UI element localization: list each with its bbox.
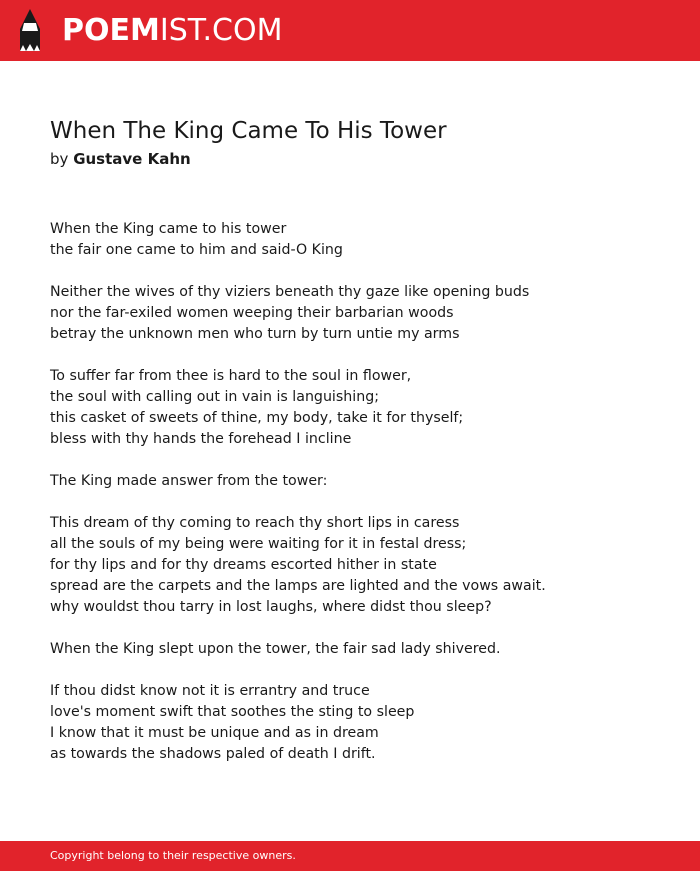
copyright-notice: Copyright belong to their respective owners.: [50, 849, 296, 862]
poem-line: betray the unknown men who turn by turn untie my arms: [50, 326, 460, 342]
site-footer: [0, 841, 700, 871]
poem-line: If thou didst know not it is errantry and truce: [50, 683, 370, 699]
poem-line: all the souls of my being were waiting for it in festal dress;: [50, 536, 467, 552]
author-name: Gustave Kahn: [73, 150, 191, 168]
poem-line: spread are the carpets and the lamps are lighted and the vows await.: [50, 578, 546, 594]
stanza: [50, 282, 650, 345]
poem-title: When The King Came To His Tower: [50, 118, 447, 144]
poem-line: this casket of sweets of thine, my body, take it for thyself;: [50, 410, 464, 426]
poem-line: why wouldst thou tarry in lost laughs, where didst thou sleep?: [50, 599, 492, 615]
logo-text-light: IST.COM: [159, 13, 283, 48]
poem-line: for thy lips and for thy dreams escorted hither in state: [50, 557, 437, 573]
poem-line: love's moment swift that soothes the sting to sleep: [50, 704, 415, 720]
site-header: [0, 0, 700, 61]
poem-line: When the King came to his tower: [50, 221, 287, 237]
stanza: [50, 639, 650, 660]
poem-line: the soul with calling out in vain is languishing;: [50, 389, 379, 405]
poem-line: Neither the wives of thy viziers beneath thy gaze like opening buds: [50, 284, 530, 300]
byline: [50, 148, 191, 170]
poem-line: When the King slept upon the tower, the fair sad lady shivered.: [50, 641, 501, 657]
poem-body: [50, 219, 650, 786]
poem-line: the fair one came to him and said-O King: [50, 242, 343, 258]
poem-line: nor the far-exiled women weeping their barbarian woods: [50, 305, 454, 321]
poem-line: as towards the shadows paled of death I drift.: [50, 746, 376, 762]
by-label: by: [50, 150, 69, 168]
stanza: [50, 366, 650, 450]
poem-line: bless with thy hands the forehead I incline: [50, 431, 352, 447]
pencil-logo-icon[interactable]: [16, 9, 44, 53]
poem-line: This dream of thy coming to reach thy short lips in caress: [50, 515, 460, 531]
poem-line: The King made answer from the tower:: [50, 473, 328, 489]
logo-text-bold: POEM: [62, 13, 160, 48]
poem-line: I know that it must be unique and as in dream: [50, 725, 379, 741]
stanza: [50, 219, 650, 261]
stanza: [50, 471, 650, 492]
site-logo[interactable]: [62, 13, 282, 49]
poem-line: To suffer far from thee is hard to the soul in flower,: [50, 368, 412, 384]
stanza: [50, 513, 650, 618]
stanza: [50, 681, 650, 765]
